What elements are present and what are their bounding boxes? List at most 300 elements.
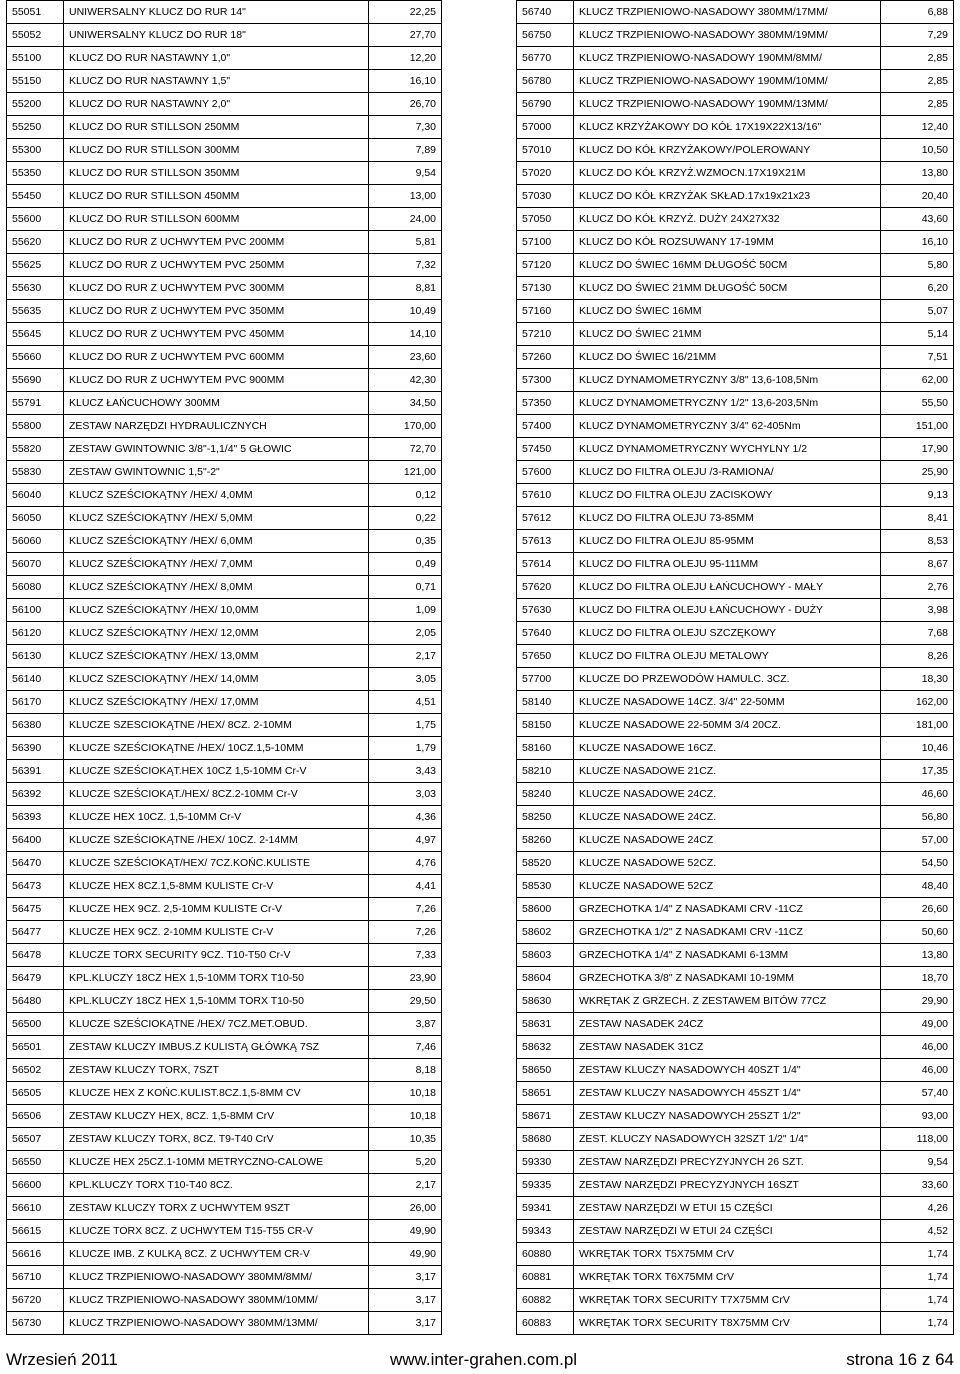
product-name: ZESTAW KLUCZY TORX, 8CZ. T9-T40 CrV xyxy=(64,1128,369,1151)
product-price: 0,71 xyxy=(369,576,442,599)
table-row xyxy=(7,530,442,553)
table-row xyxy=(7,760,442,783)
product-name: KLUCZ DO RUR Z UCHWYTEM PVC 350MM xyxy=(64,300,369,323)
product-name: KLUCZ KRZYŻAKOWY DO KÓŁ 17X19X22X13/16" xyxy=(574,116,881,139)
table-row xyxy=(7,737,442,760)
product-code: 58520 xyxy=(517,852,574,875)
product-price: 181,00 xyxy=(881,714,954,737)
product-name: KLUCZ TRZPIENIOWO-NASADOWY 380MM/13MM/ xyxy=(64,1312,369,1335)
product-name: KLUCZE SZEŚCIOKĄT.HEX 10CZ 1,5-10MM Cr-V xyxy=(64,760,369,783)
product-code: 56770 xyxy=(517,47,574,70)
product-name: WKRĘTAK TORX T6X75MM CrV xyxy=(574,1266,881,1289)
product-price: 4,36 xyxy=(369,806,442,829)
product-price: 3,05 xyxy=(369,668,442,691)
table-row xyxy=(517,116,954,139)
product-name: KLUCZE SZEŚCIOKĄTNE /HEX/ 10CZ.1,5-10MM xyxy=(64,737,369,760)
product-name: KLUCZE NASADOWE 52CZ. xyxy=(574,852,881,875)
product-name: WKRĘTAK TORX T5X75MM CrV xyxy=(574,1243,881,1266)
product-price: 9,54 xyxy=(369,162,442,185)
product-price: 7,89 xyxy=(369,139,442,162)
product-code: 58250 xyxy=(517,806,574,829)
product-price: 10,49 xyxy=(369,300,442,323)
product-name: ZESTAW NARZĘDZI PRECYZYJNYCH 26 SZT. xyxy=(574,1151,881,1174)
product-name: ZESTAW KLUCZY TORX Z UCHWYTEM 9SZT xyxy=(64,1197,369,1220)
product-code: 58140 xyxy=(517,691,574,714)
product-code: 56050 xyxy=(7,507,64,530)
product-code: 56120 xyxy=(7,622,64,645)
product-price: 9,54 xyxy=(881,1151,954,1174)
table-row xyxy=(517,944,954,967)
product-code: 56710 xyxy=(7,1266,64,1289)
table-row xyxy=(7,944,442,967)
table-row xyxy=(7,1197,442,1220)
product-name: KLUCZ DO RUR Z UCHWYTEM PVC 300MM xyxy=(64,277,369,300)
product-code: 58630 xyxy=(517,990,574,1013)
product-price: 1,75 xyxy=(369,714,442,737)
product-code: 55645 xyxy=(7,323,64,346)
product-price: 56,80 xyxy=(881,806,954,829)
product-code: 56040 xyxy=(7,484,64,507)
product-name: ZESTAW GWINTOWNIC 1,5"-2" xyxy=(64,461,369,484)
product-name: KLUCZ SZEŚCIOKĄTNY /HEX/ 8,0MM xyxy=(64,576,369,599)
product-code: 58631 xyxy=(517,1013,574,1036)
product-price: 0,35 xyxy=(369,530,442,553)
table-row xyxy=(7,277,442,300)
product-name: KLUCZ DO KÓŁ KRZYŻAK SKŁAD.17x19x21x23 xyxy=(574,185,881,208)
product-name: KLUCZ DO KÓŁ ROZSUWANY 17-19MM xyxy=(574,231,881,254)
product-name: KLUCZ SZESCIOKĄTNY /HEX/ 14,0MM xyxy=(64,668,369,691)
product-price: 6,88 xyxy=(881,1,954,24)
product-price: 8,53 xyxy=(881,530,954,553)
product-code: 56473 xyxy=(7,875,64,898)
product-name: KLUCZE NASADOWE 24CZ. xyxy=(574,783,881,806)
product-code: 56400 xyxy=(7,829,64,852)
table-row xyxy=(7,254,442,277)
product-price: 118,00 xyxy=(881,1128,954,1151)
product-code: 56506 xyxy=(7,1105,64,1128)
product-name: KLUCZ DYNAMOMETRYCZNY WYCHYLNY 1/2 xyxy=(574,438,881,461)
product-code: 57010 xyxy=(517,139,574,162)
table-row xyxy=(517,921,954,944)
product-code: 58260 xyxy=(517,829,574,852)
product-code: 57450 xyxy=(517,438,574,461)
product-price: 2,76 xyxy=(881,576,954,599)
product-name: KLUCZ DO FILTRA OLEJU 95-111MM xyxy=(574,553,881,576)
footer-page-number: strona 16 z 64 xyxy=(846,1350,954,1369)
footer-date: Wrzesień 2011 xyxy=(6,1350,118,1369)
product-name: KLUCZE NASADOWE 22-50MM 3/4 20CZ. xyxy=(574,714,881,737)
product-code: 57700 xyxy=(517,668,574,691)
product-price: 7,68 xyxy=(881,622,954,645)
product-price: 26,60 xyxy=(881,898,954,921)
product-name: KLUCZ TRZPIENIOWO-NASADOWY 380MM/19MM/ xyxy=(574,24,881,47)
product-code: 58680 xyxy=(517,1128,574,1151)
product-name: KLUCZE SZEŚCIOKĄTNE /HEX/ 10CZ. 2-14MM xyxy=(64,829,369,852)
product-code: 55052 xyxy=(7,24,64,47)
product-code: 57050 xyxy=(517,208,574,231)
table-row xyxy=(7,1243,442,1266)
product-name: KLUCZE SZEŚCIOKĄT./HEX/ 8CZ.2-10MM Cr-V xyxy=(64,783,369,806)
product-name: KLUCZ DO RUR STILLSON 450MM xyxy=(64,185,369,208)
product-name: KLUCZ DO FILTRA OLEJU 85-95MM xyxy=(574,530,881,553)
table-row xyxy=(517,1082,954,1105)
product-name: KLUCZE HEX 9CZ. 2,5-10MM KULISTE Cr-V xyxy=(64,898,369,921)
table-row xyxy=(7,783,442,806)
product-price: 5,14 xyxy=(881,323,954,346)
product-code: 55800 xyxy=(7,415,64,438)
table-row xyxy=(517,967,954,990)
left-table-body xyxy=(7,1,442,1335)
table-row xyxy=(517,185,954,208)
product-price: 16,10 xyxy=(369,70,442,93)
table-row xyxy=(7,898,442,921)
table-row xyxy=(7,507,442,530)
product-name: KLUCZE SZEŚCIOKĄT/HEX/ 7CZ.KOŃC.KULISTE xyxy=(64,852,369,875)
product-name: KLUCZ SZEŚCIOKĄTNY /HEX/ 5,0MM xyxy=(64,507,369,530)
product-price: 18,70 xyxy=(881,967,954,990)
product-code: 60882 xyxy=(517,1289,574,1312)
table-row xyxy=(7,1151,442,1174)
product-code: 58632 xyxy=(517,1036,574,1059)
product-code: 57300 xyxy=(517,369,574,392)
product-price: 170,00 xyxy=(369,415,442,438)
table-row xyxy=(517,231,954,254)
product-name: KLUCZ DO FILTRA OLEJU ŁAŃCUCHOWY - DUŻY xyxy=(574,599,881,622)
product-code: 56100 xyxy=(7,599,64,622)
product-code: 56393 xyxy=(7,806,64,829)
product-name: KLUCZ DO RUR Z UCHWYTEM PVC 900MM xyxy=(64,369,369,392)
table-row xyxy=(517,990,954,1013)
product-code: 56390 xyxy=(7,737,64,760)
product-price: 3,17 xyxy=(369,1312,442,1335)
product-price: 9,13 xyxy=(881,484,954,507)
product-code: 58602 xyxy=(517,921,574,944)
product-name: KLUCZ SZEŚCIOKĄTNY /HEX/ 6,0MM xyxy=(64,530,369,553)
product-code: 56505 xyxy=(7,1082,64,1105)
table-row xyxy=(517,507,954,530)
product-code: 56060 xyxy=(7,530,64,553)
product-price: 4,41 xyxy=(369,875,442,898)
product-code: 57000 xyxy=(517,116,574,139)
product-price: 72,70 xyxy=(369,438,442,461)
product-price: 4,52 xyxy=(881,1220,954,1243)
table-row xyxy=(517,1197,954,1220)
product-code: 56478 xyxy=(7,944,64,967)
table-row xyxy=(517,691,954,714)
product-price: 7,32 xyxy=(369,254,442,277)
product-code: 56479 xyxy=(7,967,64,990)
product-name: KLUCZ SZEŚCIOKĄTNY /HEX/ 10,0MM xyxy=(64,599,369,622)
table-row xyxy=(517,1013,954,1036)
product-price: 2,85 xyxy=(881,93,954,116)
product-price: 18,30 xyxy=(881,668,954,691)
product-price: 5,07 xyxy=(881,300,954,323)
product-code: 56600 xyxy=(7,1174,64,1197)
product-name: KLUCZ DO RUR STILLSON 250MM xyxy=(64,116,369,139)
table-row xyxy=(517,530,954,553)
table-row xyxy=(7,323,442,346)
product-name: KLUCZE DO PRZEWODÓW HAMULC. 3CZ. xyxy=(574,668,881,691)
product-price: 121,00 xyxy=(369,461,442,484)
product-code: 56780 xyxy=(517,70,574,93)
product-price: 8,26 xyxy=(881,645,954,668)
product-code: 57630 xyxy=(517,599,574,622)
product-name: KLUCZE HEX 9CZ. 2-10MM KULISTE Cr-V xyxy=(64,921,369,944)
product-name: KLUCZ DO RUR STILLSON 300MM xyxy=(64,139,369,162)
table-row xyxy=(517,829,954,852)
product-name: KLUCZ DO RUR NASTAWNY 1,0" xyxy=(64,47,369,70)
table-row xyxy=(7,1,442,24)
product-price: 3,43 xyxy=(369,760,442,783)
product-price: 14,10 xyxy=(369,323,442,346)
table-row xyxy=(7,599,442,622)
table-row xyxy=(7,668,442,691)
product-price: 2,17 xyxy=(369,645,442,668)
product-name: KLUCZ DO ŚWIEC 21MM xyxy=(574,323,881,346)
product-name: KLUCZ DO RUR NASTAWNY 2,0" xyxy=(64,93,369,116)
product-price: 4,26 xyxy=(881,1197,954,1220)
product-name: KLUCZ SZEŚCIOKĄTNY /HEX/ 12,0MM xyxy=(64,622,369,645)
product-code: 58671 xyxy=(517,1105,574,1128)
product-code: 57260 xyxy=(517,346,574,369)
table-row xyxy=(7,553,442,576)
product-name: KLUCZ DO FILTRA OLEJU /3-RAMIONA/ xyxy=(574,461,881,484)
product-price: 25,90 xyxy=(881,461,954,484)
table-row xyxy=(7,921,442,944)
table-row xyxy=(7,622,442,645)
product-name: KLUCZE TORX SECURITY 9CZ. T10-T50 Cr-V xyxy=(64,944,369,967)
table-row xyxy=(7,1013,442,1036)
product-price: 0,12 xyxy=(369,484,442,507)
product-code: 55820 xyxy=(7,438,64,461)
product-name: GRZECHOTKA 1/2" Z NASADKAMI CRV -11CZ xyxy=(574,921,881,944)
table-row xyxy=(517,24,954,47)
product-code: 57614 xyxy=(517,553,574,576)
product-name: ZESTAW KLUCZY IMBUS.Z KULISTĄ GŁÓWKĄ 7SZ xyxy=(64,1036,369,1059)
product-price: 46,00 xyxy=(881,1059,954,1082)
table-row xyxy=(517,254,954,277)
table-row xyxy=(517,438,954,461)
table-row xyxy=(7,208,442,231)
product-price: 26,00 xyxy=(369,1197,442,1220)
product-price: 23,60 xyxy=(369,346,442,369)
table-row xyxy=(517,277,954,300)
product-name: KLUCZE SZESCIOKĄTNE /HEX/ 8CZ. 2-10MM xyxy=(64,714,369,737)
table-row xyxy=(7,415,442,438)
product-code: 60881 xyxy=(517,1266,574,1289)
table-row xyxy=(517,484,954,507)
product-code: 57640 xyxy=(517,622,574,645)
product-code: 57400 xyxy=(517,415,574,438)
table-row xyxy=(7,1105,442,1128)
product-price: 1,09 xyxy=(369,599,442,622)
table-row xyxy=(7,691,442,714)
product-price: 7,46 xyxy=(369,1036,442,1059)
product-code: 56392 xyxy=(7,783,64,806)
table-row xyxy=(7,1312,442,1335)
product-name: KLUCZ TRZPIENIOWO-NASADOWY 190MM/10MM/ xyxy=(574,70,881,93)
product-name: KLUCZ DO ŚWIEC 21MM DŁUGOŚĆ 50CM xyxy=(574,277,881,300)
product-price: 2,05 xyxy=(369,622,442,645)
product-price: 8,81 xyxy=(369,277,442,300)
table-row xyxy=(7,829,442,852)
table-row xyxy=(517,1312,954,1335)
product-name: ZESTAW GWINTOWNIC 3/8"-1,1/4" 5 GŁOWIC xyxy=(64,438,369,461)
product-code: 58603 xyxy=(517,944,574,967)
product-code: 58530 xyxy=(517,875,574,898)
table-row xyxy=(7,438,442,461)
product-price: 6,20 xyxy=(881,277,954,300)
product-name: KLUCZ DO RUR Z UCHWYTEM PVC 600MM xyxy=(64,346,369,369)
product-code: 57600 xyxy=(517,461,574,484)
left-price-table-wrap xyxy=(6,0,442,1335)
table-row xyxy=(7,1082,442,1105)
product-code: 58604 xyxy=(517,967,574,990)
product-name: WKRĘTAK TORX SECURITY T7X75MM CrV xyxy=(574,1289,881,1312)
footer-url: www.inter-grahen.com.pl xyxy=(390,1350,578,1369)
product-name: KLUCZ DO KÓŁ KRZYŻ.WZMOCN.17X19X21M xyxy=(574,162,881,185)
product-name: KLUCZE TORX 8CZ. Z UCHWYTEM T15-T55 CR-V xyxy=(64,1220,369,1243)
product-code: 55620 xyxy=(7,231,64,254)
product-name: KLUCZE NASADOWE 24CZ. xyxy=(574,806,881,829)
product-price: 1,74 xyxy=(881,1266,954,1289)
product-name: ZESTAW NARZĘDZI HYDRAULICZNYCH xyxy=(64,415,369,438)
product-price: 5,80 xyxy=(881,254,954,277)
product-name: KLUCZ TRZPIENIOWO-NASADOWY 190MM/8MM/ xyxy=(574,47,881,70)
product-name: KLUCZ DO RUR Z UCHWYTEM PVC 200MM xyxy=(64,231,369,254)
product-price: 17,35 xyxy=(881,760,954,783)
product-price: 34,50 xyxy=(369,392,442,415)
product-code: 59330 xyxy=(517,1151,574,1174)
right-price-table xyxy=(516,0,954,1335)
product-name: KLUCZ SZEŚCIOKĄTNY /HEX/ 4,0MM xyxy=(64,484,369,507)
table-row xyxy=(7,484,442,507)
product-price: 0,22 xyxy=(369,507,442,530)
product-price: 151,00 xyxy=(881,415,954,438)
product-price: 46,00 xyxy=(881,1036,954,1059)
product-name: KLUCZ DO ŚWIEC 16MM DŁUGOŚĆ 50CM xyxy=(574,254,881,277)
product-code: 56480 xyxy=(7,990,64,1013)
table-row xyxy=(517,599,954,622)
table-row xyxy=(517,1128,954,1151)
table-row xyxy=(7,116,442,139)
product-price: 43,60 xyxy=(881,208,954,231)
product-price: 29,90 xyxy=(881,990,954,1013)
product-price: 54,50 xyxy=(881,852,954,875)
product-name: KLUCZ DO RUR NASTAWNY 1,5" xyxy=(64,70,369,93)
table-row xyxy=(517,898,954,921)
product-code: 55300 xyxy=(7,139,64,162)
product-name: ZESTAW NARZĘDZI PRECYZYJNYCH 16SZT xyxy=(574,1174,881,1197)
product-price: 57,00 xyxy=(881,829,954,852)
product-code: 56380 xyxy=(7,714,64,737)
product-price: 26,70 xyxy=(369,93,442,116)
product-name: KPL.KLUCZY 18CZ HEX 1,5-10MM TORX T10-50 xyxy=(64,967,369,990)
table-row xyxy=(517,806,954,829)
product-price: 12,20 xyxy=(369,47,442,70)
product-code: 56140 xyxy=(7,668,64,691)
product-name: KLUCZE HEX 10CZ. 1,5-10MM Cr-V xyxy=(64,806,369,829)
product-price: 13,80 xyxy=(881,944,954,967)
product-name: KLUCZE SZEŚCIOKĄTNE /HEX/ 7CZ.MET.OBUD. xyxy=(64,1013,369,1036)
product-code: 58600 xyxy=(517,898,574,921)
product-code: 57612 xyxy=(517,507,574,530)
right-table-body xyxy=(517,1,954,1335)
product-name: ZEST. KLUCZY NASADOWYCH 32SZT 1/2" 1/4" xyxy=(574,1128,881,1151)
table-row xyxy=(517,369,954,392)
product-name: WKRĘTAK TORX SECURITY T8X75MM CrV xyxy=(574,1312,881,1335)
product-name: KLUCZE NASADOWE 16CZ. xyxy=(574,737,881,760)
table-row xyxy=(517,415,954,438)
table-row xyxy=(517,622,954,645)
product-price: 49,90 xyxy=(369,1243,442,1266)
product-code: 58210 xyxy=(517,760,574,783)
table-row xyxy=(517,852,954,875)
product-code: 55350 xyxy=(7,162,64,185)
product-code: 55250 xyxy=(7,116,64,139)
product-name: GRZECHOTKA 1/4" Z NASADKAMI 6-13MM xyxy=(574,944,881,967)
right-price-table-wrap xyxy=(516,0,954,1335)
product-price: 49,90 xyxy=(369,1220,442,1243)
product-price: 57,40 xyxy=(881,1082,954,1105)
product-price: 10,46 xyxy=(881,737,954,760)
product-price: 33,60 xyxy=(881,1174,954,1197)
product-name: KPL.KLUCZY TORX T10-T40 8CZ. xyxy=(64,1174,369,1197)
product-code: 55635 xyxy=(7,300,64,323)
table-row xyxy=(517,1243,954,1266)
product-name: UNIWERSALNY KLUCZ DO RUR 14" xyxy=(64,1,369,24)
product-price: 13,80 xyxy=(881,162,954,185)
product-code: 56391 xyxy=(7,760,64,783)
product-name: ZESTAW NARZĘDZI W ETUI 15 CZĘŚCI xyxy=(574,1197,881,1220)
product-code: 56475 xyxy=(7,898,64,921)
product-price: 8,41 xyxy=(881,507,954,530)
product-code: 55150 xyxy=(7,70,64,93)
table-row xyxy=(517,1266,954,1289)
product-code: 56507 xyxy=(7,1128,64,1151)
product-code: 56080 xyxy=(7,576,64,599)
product-code: 56477 xyxy=(7,921,64,944)
product-name: KLUCZ DO ŚWIEC 16/21MM xyxy=(574,346,881,369)
table-row xyxy=(517,70,954,93)
table-row xyxy=(7,47,442,70)
product-code: 56070 xyxy=(7,553,64,576)
product-price: 42,30 xyxy=(369,369,442,392)
product-price: 0,49 xyxy=(369,553,442,576)
table-row xyxy=(517,576,954,599)
table-row xyxy=(517,1036,954,1059)
product-price: 48,40 xyxy=(881,875,954,898)
product-price: 4,51 xyxy=(369,691,442,714)
table-row xyxy=(7,231,442,254)
product-code: 57620 xyxy=(517,576,574,599)
product-price: 55,50 xyxy=(881,392,954,415)
product-code: 59335 xyxy=(517,1174,574,1197)
table-row xyxy=(7,576,442,599)
product-price: 23,90 xyxy=(369,967,442,990)
product-code: 56730 xyxy=(7,1312,64,1335)
product-code: 57613 xyxy=(517,530,574,553)
product-name: KLUCZ TRZPIENIOWO-NASADOWY 380MM/10MM/ xyxy=(64,1289,369,1312)
product-price: 93,00 xyxy=(881,1105,954,1128)
product-code: 56790 xyxy=(517,93,574,116)
product-price: 16,10 xyxy=(881,231,954,254)
table-row xyxy=(517,346,954,369)
product-price: 27,70 xyxy=(369,24,442,47)
product-code: 57610 xyxy=(517,484,574,507)
product-name: ZESTAW NARZĘDZI W ETUI 24 CZĘŚCI xyxy=(574,1220,881,1243)
product-name: KLUCZE HEX Z KOŃC.KULIST.8CZ.1,5-8MM CV xyxy=(64,1082,369,1105)
